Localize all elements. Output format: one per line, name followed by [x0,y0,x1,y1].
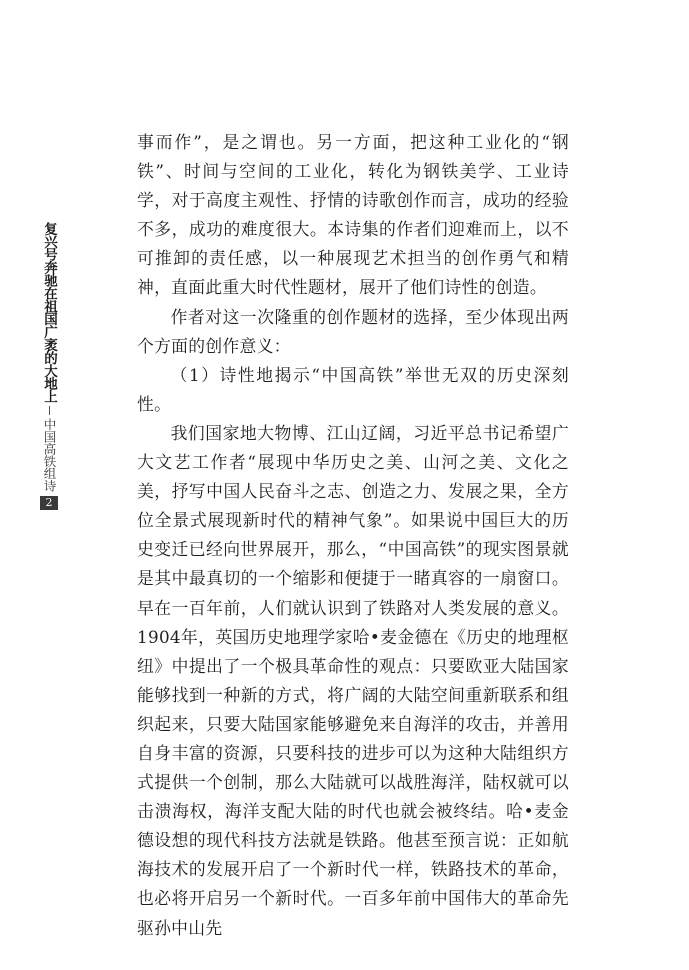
running-header [38,222,60,510]
body-text [137,128,569,943]
paragraph: 我们国家地大物博、江山辽阔，习近平总书记希望广大文艺工作者“展现中华历史之美、山河之美、文化之美，抒写中国人民奋斗之志、创造之力、发展之果，全方位全景式展现新时代的精神气象”。如果说中国巨大的历史变迁已经向世界展开，那么，“中国高铁”的现实图景就是其中最真切的一个缩影和便捷于一睹真容的一扇窗口。早在一百年前，人们就认识到了铁路对人类发展的意义。1904年，英国历史地理学家哈•麦金德在《历史的地理枢纽》中提出了一个极具革命性的观点：只要欧亚大陆国家能够找到一种新的方式，将广阔的大陆空间重新联系和组织起来，只要大陆国家能够避免来自海洋的攻击，并善用自身丰富的资源，只要科技的进步可以为这种大陆组织方式提供一个创制，那么大陆就可以战胜海洋，陆权就可以击溃海权，海洋支配大陆的时代也就会被终结。哈•麦金德设想的现代科技方法就是铁路。他甚至预言说：正如航海技术的发展开启了一个新时代一样，铁路技术的革命，也必将开启另一个新时代。一百多年前中国伟大的革命先驱孙中山先 [137,422,569,938]
page-number: 2 [40,496,58,510]
series-title: 复兴号奔驰在祖国广袤的大地上 [41,222,57,403]
series-subtitle: 中国高铁组诗 [42,417,57,492]
paragraph: 作者对这一次隆重的创作题材的选择，至少体现出两个方面的创作意义： [137,306,569,356]
header-divider [49,406,50,415]
section-heading: （1）诗性地揭示“中国高铁”举世无双的历史深刻性。 [137,364,569,414]
paragraph: 事而作”，是之谓也。另一方面，把这种工业化的“钢铁”、时间与空间的工业化，转化为钢铁美学、工业诗学，对于高度主观性、抒情的诗歌创作而言，成功的经验不多，成功的难度很大。本诗集的作者们迎难而上，以不可推卸的责任感，以一种展现艺术担当的创作勇气和精神，直面此重大时代性题材，展开了他们诗性的创造。 [137,132,569,298]
